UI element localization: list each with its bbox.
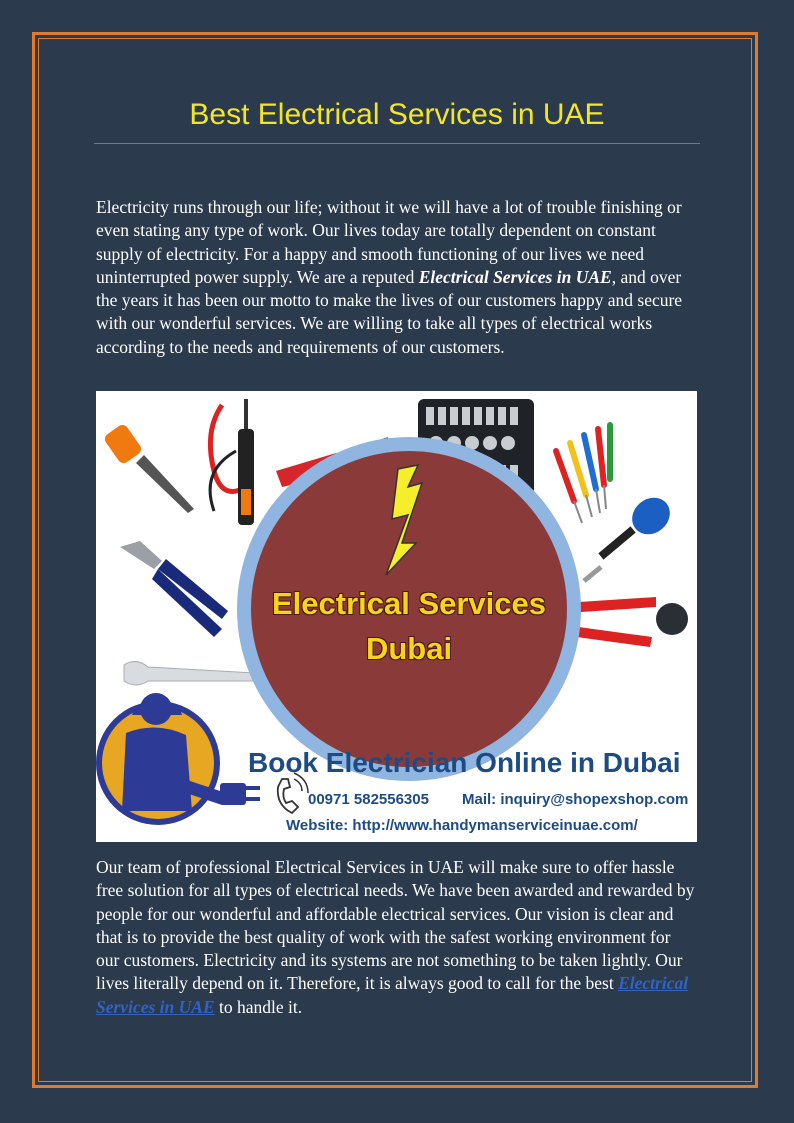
phone-number: 00971 582556305: [308, 791, 429, 808]
circle-heading-line1: Electrical Services: [271, 586, 547, 621]
team-paragraph: [96, 856, 698, 1019]
intro-emphasis: Electrical Services in UAE: [418, 266, 612, 287]
team-text-end: to handle it.: [214, 996, 303, 1017]
banner-text: Book Electrician Online in Dubai: [248, 747, 681, 778]
screwdrivers-icon: [556, 425, 610, 523]
pliers-icon: [120, 541, 228, 637]
intro-text-end: , and over the years it has been our motto to make the lives of our customers happy and secure with our wonderful services. We are willing to take all types of electrical works according to the needs and requirements of our customers.: [96, 266, 683, 357]
title-underline: [94, 143, 700, 144]
electrician-icon: [96, 693, 260, 825]
electrical-services-link[interactable]: Electrical Services in UAE: [96, 973, 689, 1017]
multimeter-icon: [210, 399, 254, 525]
chisel-icon: [103, 423, 194, 513]
website-address: Website: http://www.handymanserviceinuae.com/: [286, 817, 638, 834]
circle-heading-line2: Dubai: [365, 631, 453, 666]
intro-paragraph: [96, 196, 698, 359]
mail-address: Mail: inquiry@shopexshop.com: [462, 791, 689, 808]
phone-icon: [278, 773, 308, 813]
electrical-services-image: [96, 391, 697, 842]
intro-text-start: Electricity runs through our life; without it we will have a lot of trouble finishing or even stating any type of work. Our lives today are totally dependent on constant supply of electricity. For a happy and smooth functioning of our lives we need uninterrupted power supply. We are a reputed: [96, 197, 682, 287]
team-text-start: Our team of professional Electrical Services in UAE will make sure to offer hassle free solution for all types of electrical needs. We have been awarded and rewarded by people for our wonderful and affordable electrical services. Our vision is clear and that is to provide the best quality of work with the safest working environment for our customers. Electricity and its systems are not something to be taken lightly. Our lives literally depend on it. Therefore, it is always good to call for the best: [96, 857, 695, 994]
page-title: Best Electrical Services in UAE: [189, 98, 605, 131]
